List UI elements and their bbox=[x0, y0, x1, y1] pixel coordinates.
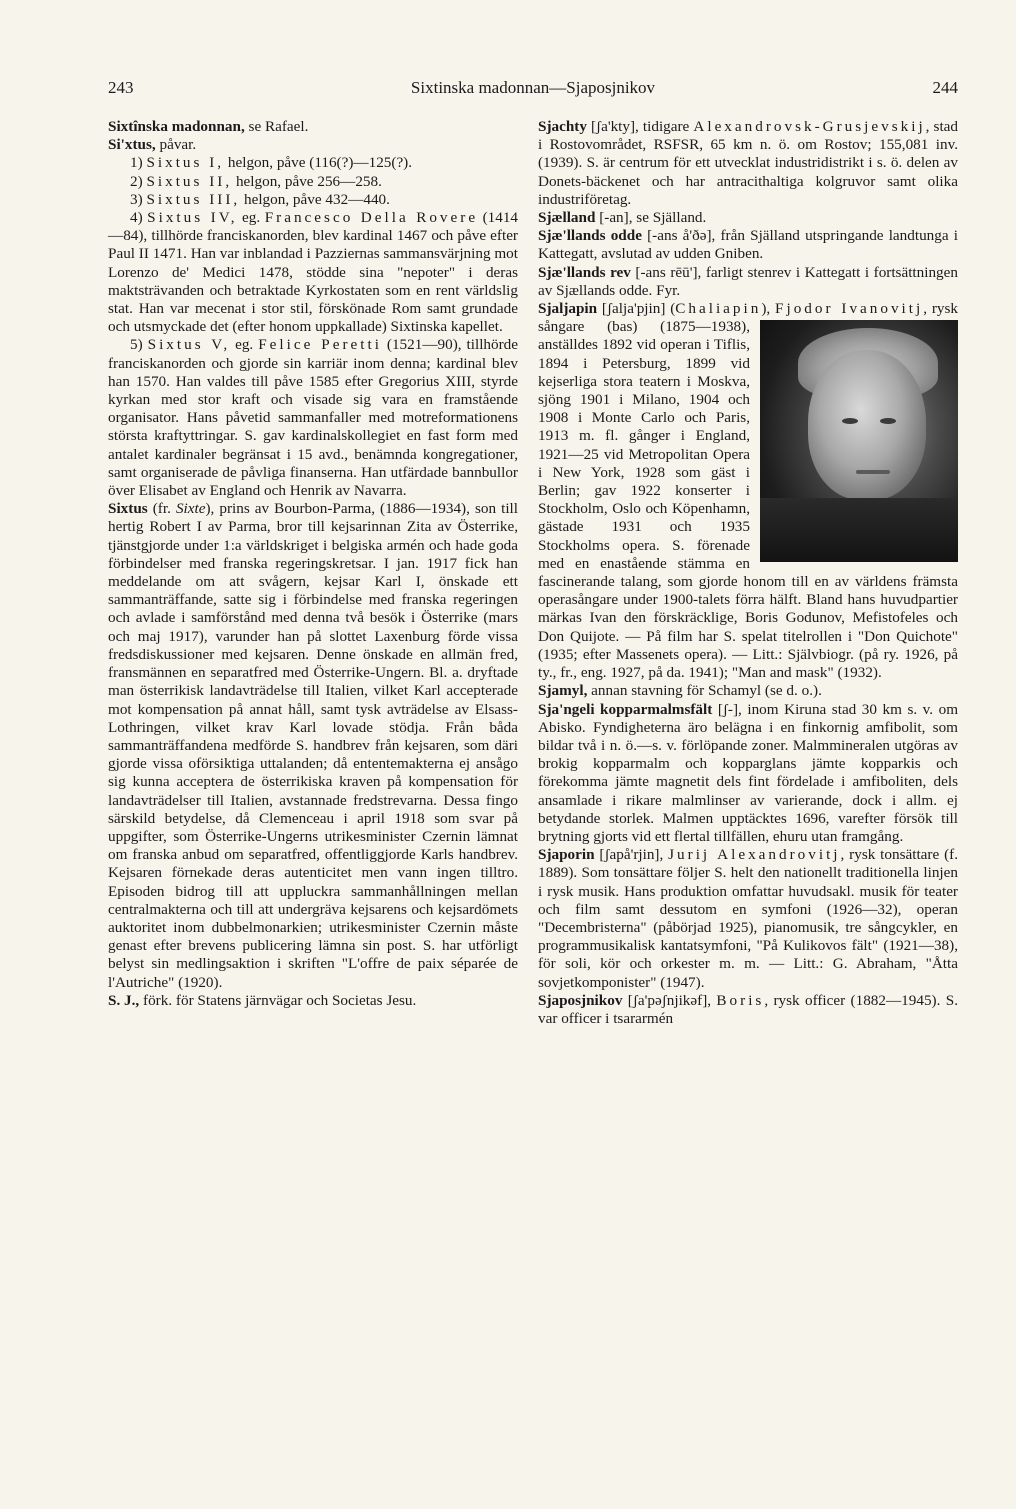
entry-headword: Sixtînska madonnan, bbox=[108, 118, 245, 135]
entry-text: , rysk officer (1882—1945). S. var officer i tsararmén bbox=[538, 991, 958, 1027]
entry-italic: Sixte bbox=[175, 500, 206, 518]
entry-sjaporin bbox=[538, 846, 958, 992]
subentry-birth-name: Felice Peretti bbox=[258, 336, 382, 354]
entry-text: [-ans å'ðə], från Själland utspringande landtunga i Kattegatt, avslutad av udden Gniben. bbox=[538, 227, 958, 263]
subentry-birth-name: Francesco Della Rovere bbox=[264, 209, 479, 227]
subentry-sixtus-3 bbox=[108, 191, 518, 209]
subentry-number: 3) bbox=[130, 190, 147, 208]
entry-headword: Sixtus bbox=[108, 500, 148, 518]
running-header bbox=[108, 78, 958, 102]
entry-text-pre: (fr. bbox=[147, 500, 176, 518]
entry-text: , stad i Rostovområdet, RSFSR, 65 km n. ö. om Rostov; 155,081 inv. (1939). S. är centrum för ett utvecklat industridistrikt i s. ö. delen av Donets-bäckenet och har antracithaltiga kolgruvor samt olika industriföretag. bbox=[538, 118, 958, 208]
entry-text: , rysk sångare (bas) (1875—1938), anställdes 1892 vid operan i Tiflis, 1894 i Petersburg, 1899 vid kejserliga stora teatern i Moskva, sjöng 1901 i Milano, 1904 och 1908 i Monte Carlo och Paris, 1913 m. fl. gånger i England, 1921—25 vid Metropolitan Opera i New York, 1928 som gäst i Berlin; gav 1922 konserter i Stockholm, Oslo och Köpenhamn, gästade 1931 och 1935 Stockholms opera. S. förenade med en enastående stämma en fascinerande talang, som gjorde honom till en av världens främsta operasångare under 1900-talets förra hälft. Bland hans huvudpartier märkas Ivan den förskräcklige, Boris Godunov, Mefistofeles och Don Quijote. — På film har S. spelat titelrollen i "Don Quichote" (1935; efter Massenets opera). — Litt.: Självbiogr. (på ry. 1926, på ty., fr., eng. 1927, på da. 1941); "Man and mask" (1932). bbox=[538, 300, 959, 682]
entry-text-pre: [ʃa'kty], tidigare bbox=[586, 118, 694, 135]
entry-text: ), prins av Bourbon-Parma, (1886—1934), son till hertig Robert I av Parma, bror till kejsarinnan Zita av Österrike, tjänstgjorde under 1:a världskriget i belgiska armén och hade goda förbindelser med franska regeringskretsar. I jan. 1917 fick han meddelande om att svågern, kejsar Karl I, önskade ett sammanträffande, satte sig i förbindelse med franska regeringen och avlade i samförstånd med denna två besök i Österrike (mars och maj 1917), varunder han på slottet Laxenburg förde vissa fredsdiskussioner med kejsaren. Denne önskade en allmän fred, fransmännen en separatfred med Österrike-Ungern. Bl. a. dryftade man österrikisk landavträdelse till Italien, vilket Karl accepterade mot kompensation på annat håll, samt tysk avträdelse av Elsass-Lothringen, vilket krav Karl lovade stödja. Från båda sammanträffandena medförde S. handbrev från kejsaren, som däri gjorde vissa oförsiktiga uttalanden; då ententemakterna ej ansågo sig kunna acceptera de österrikiska kraven på kompensation för landavträdelser till Italien, avstannade fredstrevarna. Dessa fingo särskild betydelse, då Clemenceau i april 1918 som svar på uppgifter, som Österrike-Ungerns utrikesminister Czernin lämnat om franska anbud om separatfred, offentliggjorde Karls handbrev. Kejsaren förnekade deras autenticitet men vann ingen tilltro. Episoden bidrog till att uppluckra sammanhållningen mellan centralmakterna och till att undergräva kejsarens och kejsardömets auktoritet inom dubbelmonarkien; utrikesminister Czernin måste genast efter brevens publicering lämna sin post. S. har utförligt belyst sin medlingsaktion i skriften "L'offre de paix séparée de l'Autriche" (1920). bbox=[108, 500, 518, 991]
entry-sjaellands-rev bbox=[538, 264, 958, 300]
subentry-number: 2) bbox=[130, 172, 147, 190]
page-number-right: 244 bbox=[932, 78, 958, 97]
subentry-name: Sixtus I, bbox=[146, 154, 225, 172]
entry-sixtus-prince bbox=[108, 500, 518, 991]
subentry-name: Sixtus IV, bbox=[147, 209, 238, 227]
left-column bbox=[108, 118, 518, 1010]
subentry-text: helgon, påve 256—258. bbox=[232, 172, 382, 190]
entry-text-mid: ), bbox=[761, 300, 776, 318]
entry-headword: S. J., bbox=[108, 991, 140, 1009]
entry-text: [-an], se Själland. bbox=[595, 209, 707, 227]
subentry-sixtus-2 bbox=[108, 173, 518, 191]
entry-sjaljapin bbox=[538, 300, 958, 682]
entry-text-pre: [ʃalja'pjin] ( bbox=[597, 300, 676, 318]
subentry-number: 4) bbox=[130, 209, 148, 227]
page-number-left: 243 bbox=[108, 78, 134, 97]
entry-headword: Sjamyl, bbox=[538, 682, 588, 700]
entry-sjachty bbox=[538, 118, 958, 209]
running-head: Sixtinska madonnan—Sjaposjnikov bbox=[410, 78, 656, 97]
subentry-name: Sixtus III, bbox=[146, 190, 241, 208]
subentry-text: helgon, påve (116(?)—125(?). bbox=[224, 154, 413, 172]
entry-sjangeli bbox=[538, 701, 958, 847]
portrait-mouth bbox=[856, 470, 890, 474]
right-column bbox=[538, 118, 958, 1028]
entry-sjaelland bbox=[538, 209, 958, 227]
entry-headword: Sjælland bbox=[538, 209, 596, 227]
subentry-number: 5) bbox=[130, 336, 148, 354]
entry-text: [-ans rēū'], farligt stenrev i Kattegatt i fortsättningen av Sjællands odde. Fyr. bbox=[538, 263, 958, 299]
entry-given-name: Jurij Alexandrovitj bbox=[668, 846, 841, 864]
subentry-sixtus-4 bbox=[108, 209, 518, 336]
portrait-coat bbox=[760, 498, 958, 562]
entry-sixtinska-madonnan bbox=[108, 118, 518, 136]
entry-alt-name: Alexandrovsk-Grusjevskij bbox=[693, 118, 926, 135]
entry-text: se Rafael. bbox=[244, 118, 309, 135]
subentry-text: helgon, påve 432—440. bbox=[240, 190, 390, 208]
entry-sjamyl bbox=[538, 682, 958, 700]
entry-headword: Sjachty bbox=[538, 118, 587, 135]
entry-headword: Sjæ'llands odde bbox=[538, 227, 642, 245]
subentry-text: (1521—90), tillhörde franciskanorden och gjorde sin karriär inom denna; kardinal blev han 1570. Han valdes till påve 1585 efter Gregorius XIII, styrde kyrkan med stor kraft och visade sig vara en framstående organisator. Hans påvetid sammanfaller med motreformationens största kraftyttringar. S. gav kardinalskollegiet en fast form med antalet kardinaler begränsat i 15 avd., benämnda kongregationer, samt organiserade de påvliga finanserna. Han utfärdade bannbullor över Elisabet av England och Henrik av Navarra. bbox=[108, 336, 518, 500]
entry-headword: Si'xtus, bbox=[108, 136, 156, 154]
entry-headword: Sjaporin bbox=[538, 846, 595, 864]
entry-headword: Sja'ngeli kopparmalmsfält bbox=[538, 700, 713, 718]
entry-alt-name: Chaliapin bbox=[675, 300, 762, 318]
subentry-name: Sixtus II, bbox=[146, 172, 233, 190]
subentry-sixtus-5 bbox=[108, 336, 518, 500]
entry-given-name: Boris bbox=[716, 991, 765, 1009]
entry-sjaellands-odde bbox=[538, 227, 958, 263]
subentry-sixtus-1 bbox=[108, 154, 518, 172]
entry-text: påvar. bbox=[155, 136, 197, 154]
subentry-number: 1) bbox=[130, 154, 147, 172]
entry-text-pre: [ʃapå'rjin], bbox=[594, 846, 669, 864]
entry-headword: Sjaljapin bbox=[538, 300, 598, 318]
subentry-text: (1414—84), tillhörde franciskanorden, blev kardinal 1467 och påve efter Paul II 1471. Han var inblandad i Pazziernas sammansvärjning mot Lorenzo de' Medici 1478, stödde sina "nepoter" i deras maktsträvanden och betraktade Kyrkostaten som en rent världslig stat. Han var mecenat i stor stil, förskönade Rom samt grundade och utsmyckade det (efter honom uppkallade) Sixtinska kapellet. bbox=[108, 209, 519, 336]
entry-headword: Sjæ'llands rev bbox=[538, 263, 631, 281]
entry-sjaposjnikov bbox=[538, 992, 958, 1028]
entry-headword: Sjaposjnikov bbox=[538, 991, 623, 1009]
entry-text-pre: [ʃa'pəʃnjikəf], bbox=[622, 991, 717, 1009]
entry-text: förk. för Statens järnvägar och Societas Jesu. bbox=[139, 991, 417, 1009]
subentry-eg: eg. bbox=[230, 336, 259, 354]
portrait-face bbox=[808, 350, 926, 500]
entry-given-name: Fjodor Ivanovitj bbox=[775, 300, 924, 318]
entry-text: annan stavning för Schamyl (se d. o.). bbox=[587, 682, 822, 700]
subentry-name: Sixtus V, bbox=[147, 336, 231, 354]
entry-s-j bbox=[108, 992, 518, 1010]
entry-sixtus bbox=[108, 136, 518, 154]
entry-text: , rysk tonsättare (f. 1889). Som tonsättare följer S. helt den nationellt traditionella linjen i rysk musik. Hans produktion omfattar huvudsakl. musik för teater och film samt dessutom en symfoni (1926—32), operan "Decembristerna" (påbörjad 1925), pianomusik, tre sångcykler, en programmusikalisk kantatsymfoni, "På Kulikovos fält" (1921—38), för soli, kör och orkester m. m. — Litt.: G. Abraham, "Åtta sovjetkomponister" (1947). bbox=[538, 846, 958, 991]
subentry-eg: eg. bbox=[237, 209, 265, 227]
portrait-photo bbox=[760, 320, 958, 562]
entry-text: [ʃ-], inom Kiruna stad 30 km s. v. om Abisko. Fyndigheterna äro belägna i en finkornig amfibolit, som bildar två i n. ö.—s. v. förlöpande zoner. Malmmineralen utgöras av brokig kopparmalm och kopparglans jämte kopparkis och förekomma jämte magnetit dels fint fördelade i amfiboliten, dels ansamlade i rikare malmlinser av varierande, dock i allm. ej betydande storlek. Malmen upptäcktes 1696, varefter försök till brytning gjorts vid ett flertal tillfällen, ehuru utan framgång. bbox=[538, 700, 959, 845]
